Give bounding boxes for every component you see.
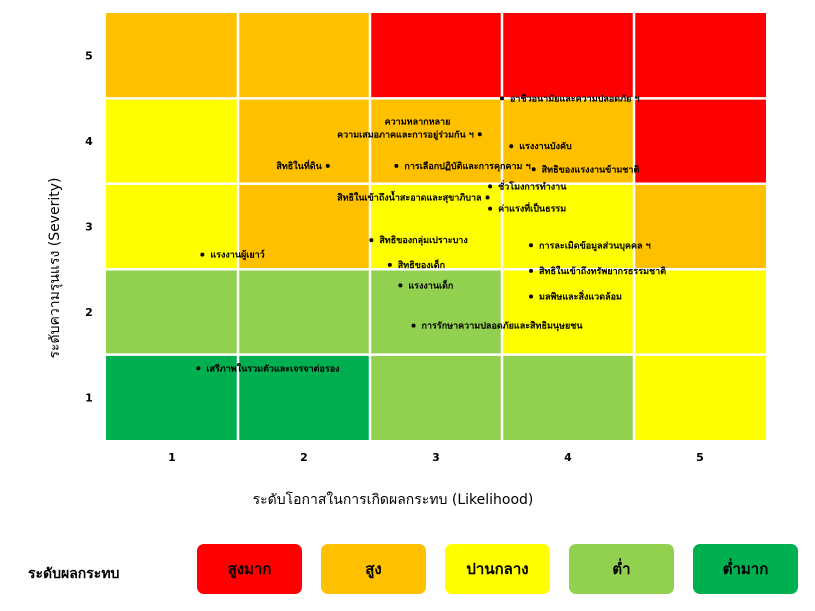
risk-bullet [488,207,492,211]
x-tick-label: 4 [564,451,572,464]
risk-point [394,160,530,172]
risk-label: ชั่วโมงการทำงาน [498,182,567,193]
risk-label: สิทธิของกลุ่มเปราะบาง [379,236,468,247]
matrix-cell-s1-l5 [634,355,766,440]
matrix-cell-s3-l5 [634,184,766,269]
risk-point [529,240,651,251]
risk-label: การละเมิดข้อมูลส่วนบุคคล ฯ [539,241,651,252]
legend-item: สูงมาก [197,544,302,594]
risk-point [529,265,666,277]
risk-label: แรงงานบังคับ [519,142,572,153]
risk-bullet [509,144,513,148]
matrix-cell-s5-l3 [370,13,502,98]
matrix-cells [106,13,766,440]
risk-bullet [529,243,533,247]
matrix-cell-s3-l4 [502,184,634,269]
matrix-cell-s1-l4 [502,355,634,440]
risk-point [412,321,584,332]
matrix-cell-s2-l4 [502,269,634,354]
x-tick-label: 3 [432,451,440,464]
y-tick-label: 5 [85,49,93,63]
risk-bullet [488,184,492,188]
risk-label: สิทธิของแรงงานข้ามชาติ [541,165,640,176]
y-tick-label: 3 [85,220,93,234]
legend-item: ต่ำ [569,544,674,594]
x-tick-label: 2 [300,451,308,464]
risk-bullet [500,96,504,100]
risk-label: สิทธิในที่ดิน [276,161,322,172]
risk-point [500,93,640,104]
risk-label: ความหลากหลาย [384,117,451,128]
risk-bullet [200,253,204,257]
matrix-cell-s2-l5 [634,269,766,354]
risk-label: สิทธิในเข้าถึงน้ำสะอาดและสุขาภิบาล [337,193,482,204]
matrix-cell-s4-l5 [634,98,766,183]
matrix-cell-s5-l4 [502,13,634,98]
matrix-cell-s1-l3 [370,355,502,440]
matrix-cell-s2-l1 [106,269,238,354]
risk-point [196,362,339,374]
risk-bullet [196,366,200,370]
legend-item: ปานกลาง [445,544,550,594]
legend-item: ต่ำมาก [693,544,798,594]
matrix-cell-s5-l1 [106,13,238,98]
risk-bullet [369,238,373,242]
y-axis-label: ระดับความรุนแรง (Severity) [47,177,63,359]
y-tick-label: 2 [85,305,93,319]
matrix-cell-s4-l1 [106,98,238,183]
risk-bullet [412,324,416,328]
risk-label: อาชีวอนามัยและความปลอดภัย ฯ [510,94,640,105]
risk-bullet [529,269,533,273]
risk-label: การรักษาความปลอดภัยและสิทธิมนุษยชน [421,321,583,332]
risk-point [337,129,482,140]
risk-label: แรงงานผู้เยาว์ [210,250,265,261]
matrix-cell-s2-l2 [238,269,370,354]
risk-bullet [388,263,392,267]
matrix-cell-s5-l5 [634,13,766,98]
risk-label: ความเสมอภาคและการอยู่ร่วมกัน ฯ [337,130,474,141]
risk-bullet [486,195,490,199]
y-tick-label: 1 [85,391,93,405]
risk-bullet [326,164,330,168]
risk-label: แรงงานเด็ก [408,281,454,292]
risk-label: ค่าแรงที่เป็นธรรม [498,204,567,215]
risk-bullet [529,295,533,299]
x-tick-label: 5 [696,451,704,464]
risk-point [369,235,467,246]
risk-label: เสรีภาพในรวมตัวและเจรจาต่อรอง [206,364,340,375]
risk-bullet [394,164,398,168]
legend-title: ระดับผลกระทบ [28,566,120,582]
y-tick-label: 4 [85,135,93,149]
x-axis-label: ระดับโอกาสในการเกิดผลกระทบ (Likelihood) [252,492,534,508]
risk-point [385,117,451,127]
risk-bullet [532,167,536,171]
risk-point [200,249,264,261]
legend-item: สูง [321,544,426,594]
risk-bullet [398,283,402,287]
risk-bullet [478,132,482,136]
risk-point [532,164,640,175]
risk-label: การเลือกปฏิบัติและการคุกคาม ฯ [404,161,531,172]
risk-label: สิทธิของเด็ก [397,260,446,271]
risk-label: สิทธิในเข้าถึงทรัพยากรธรรมชาติ [539,266,667,277]
risk-point [509,141,572,152]
x-tick-label: 1 [168,451,176,464]
matrix-cell-s5-l2 [238,13,370,98]
risk-label: มลพิษและสิ่งแวดล้อม [539,292,622,303]
